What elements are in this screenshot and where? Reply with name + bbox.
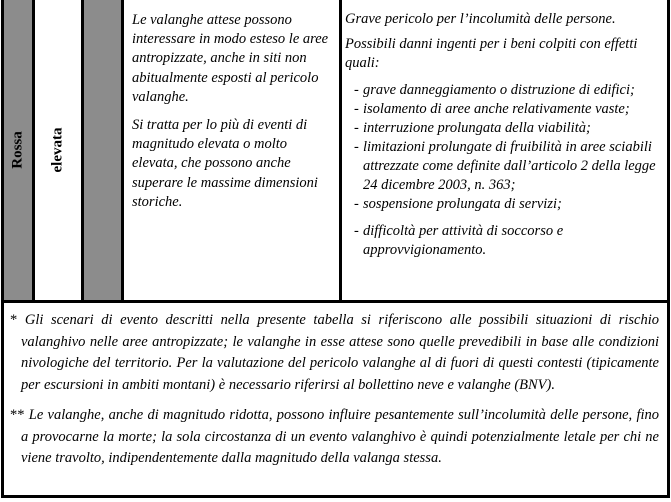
dash-bullet-icon: - [354, 222, 359, 239]
dash-bullet-icon: - [354, 119, 359, 136]
effects-list-item: - sospensione prolungata di servizi; [354, 195, 562, 212]
effects-list-item: - grave danneggiamento o distruzione di edifici; [354, 81, 635, 98]
footnote-text: Gli scenari di evento descritti nella presente tabella si riferiscono alle possibili situazioni di rischio valanghivo nelle aree antropizzate; le valanghe in esse attese sono quelle prevedibili in base alle condizioni nivologiche del territorio. Per la valutazione del pericolo valanghe al di fuori di questi contesti (tipicamente per escursioni in ambiti montani) è necessario riferirsi al bollettino neve e valanghe (BNV). [21, 312, 659, 393]
level-cell [35, 0, 84, 300]
dash-bullet-icon: - [354, 81, 359, 98]
color-code-label: Rossa [9, 131, 26, 169]
level-label: elevata [49, 127, 66, 173]
table-row-red [1, 0, 670, 303]
footnote-text: Le valanghe, anche di magnitudo ridotta, possono influire pesantemente sull’incolumità delle persone, fino a provocarne la morte; la sola circostanza di un evento valanghivo è quindi potenzialmente letale per chi ne viene travolto, indipendentemente dalla magnitudo della valanga stessa. [21, 407, 660, 466]
effects-list [345, 81, 663, 260]
scenario-cell [124, 0, 342, 300]
footnotes-cell [1, 300, 670, 498]
effects-list-item: - interruzione prolungata della viabilità; [354, 119, 591, 136]
scenario-paragraph: Si tratta per lo più di eventi di magnitudo elevata o molto elevata, che possono anche superare le massime dimensioni storiche. [132, 117, 318, 210]
scenario-paragraph: Le valanghe attese possono interessare in modo esteso le aree antropizzate, anche in siti non abitualmente esposti al pericolo valanghe. [132, 12, 329, 105]
color-code-cell [4, 0, 35, 300]
effects-list-item: - limitazioni prolungate di fruibilità in aree sciabili attrezzate come definite dall’articolo 2 della legge 24 dicembre 2003, n. 363; [354, 138, 656, 193]
effects-list-item: - isolamento di aree anche relativamente vaste; [354, 100, 630, 117]
footnote [7, 310, 659, 396]
dash-bullet-icon: - [354, 195, 359, 212]
footnote-mark: ** [10, 407, 25, 423]
footnote-mark: * [10, 312, 18, 328]
footnote [7, 405, 659, 470]
color-swatch-cell [84, 0, 124, 300]
effects-lead: Possibili danni ingenti per i beni colpiti con effetti quali: [345, 36, 638, 72]
effects-list-item: - difficoltà per attività di soccorso e approvvigionamento. [354, 222, 564, 258]
effects-intro: Grave pericolo per l’incolumità delle persone. [345, 11, 616, 27]
avalanche-scenario-table [1, 0, 670, 500]
dash-bullet-icon: - [354, 100, 359, 117]
effects-cell [342, 0, 667, 300]
dash-bullet-icon: - [354, 138, 359, 155]
